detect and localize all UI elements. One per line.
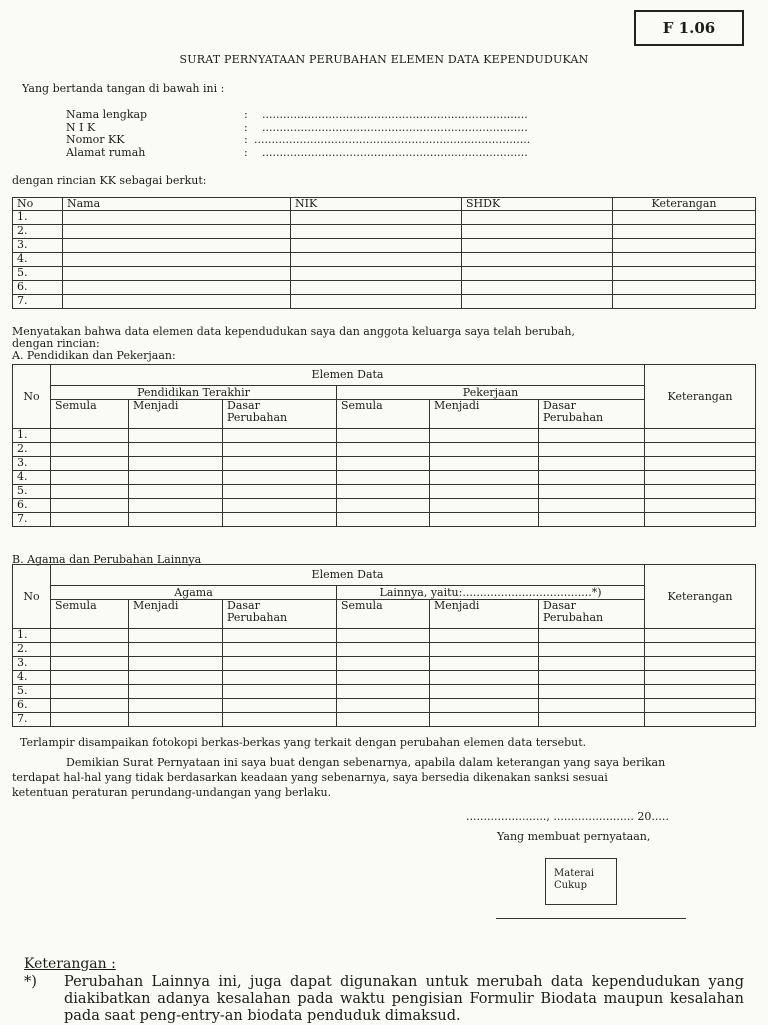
table-cell[interactable]: [129, 657, 223, 671]
table-cell[interactable]: [51, 485, 129, 499]
kk-header-nik: NIK: [291, 198, 462, 211]
table-row: [13, 457, 756, 471]
table-cell[interactable]: [462, 295, 613, 309]
table-cell[interactable]: [539, 629, 645, 643]
table-cell[interactable]: [645, 629, 756, 643]
identity-label: Alamat rumah: [66, 145, 146, 159]
table-cell[interactable]: [63, 239, 291, 253]
section-b-table: [12, 564, 756, 727]
identity-colon: :: [244, 133, 248, 146]
table-cell[interactable]: [223, 671, 337, 685]
table-cell[interactable]: [430, 429, 539, 443]
row-number: 2.: [13, 643, 51, 657]
table-cell[interactable]: [430, 657, 539, 671]
statement: [12, 326, 575, 362]
table-cell[interactable]: [613, 239, 756, 253]
table-cell[interactable]: [539, 457, 645, 471]
table-cell[interactable]: [430, 457, 539, 471]
table-cell[interactable]: [51, 471, 129, 485]
row-number: 4.: [13, 253, 63, 267]
dasar-label: Dasar: [543, 599, 576, 612]
identity-row-address: [66, 147, 530, 160]
row-number: 3.: [13, 657, 51, 671]
table-cell[interactable]: [539, 499, 645, 513]
section-b-no-header: No: [13, 565, 51, 629]
table-cell[interactable]: [129, 471, 223, 485]
table-cell[interactable]: [291, 211, 462, 225]
table-cell[interactable]: [337, 485, 430, 499]
table-cell[interactable]: [645, 643, 756, 657]
table-cell[interactable]: [129, 685, 223, 699]
table-row: [13, 513, 756, 527]
form-code: F 1.06: [634, 10, 744, 46]
table-row: [13, 629, 756, 643]
table-cell[interactable]: [223, 429, 337, 443]
table-cell[interactable]: [462, 211, 613, 225]
table-cell[interactable]: [645, 457, 756, 471]
table-cell[interactable]: [539, 699, 645, 713]
table-cell[interactable]: [462, 253, 613, 267]
footnote: [24, 974, 744, 1025]
table-cell[interactable]: [430, 685, 539, 699]
table-cell[interactable]: [51, 457, 129, 471]
table-cell[interactable]: [645, 471, 756, 485]
table-cell[interactable]: [129, 499, 223, 513]
table-cell[interactable]: [129, 643, 223, 657]
table-row: [13, 471, 756, 485]
table-cell[interactable]: [645, 685, 756, 699]
table-row: [13, 671, 756, 685]
section-b-sub-row: [13, 600, 756, 629]
menjadi-header: Menjadi: [129, 600, 223, 629]
identity-block: [66, 109, 530, 159]
table-row: [13, 211, 756, 225]
perubahan-label: Perubahan: [543, 611, 604, 624]
table-cell[interactable]: [430, 643, 539, 657]
table-row: [13, 295, 756, 309]
table-cell[interactable]: [63, 281, 291, 295]
kk-header-no: No: [13, 198, 63, 211]
table-row: [13, 713, 756, 727]
kk-header-nama: Nama: [63, 198, 291, 211]
table-cell[interactable]: [430, 499, 539, 513]
table-cell[interactable]: [337, 471, 430, 485]
identity-row-name: [66, 109, 530, 122]
table-cell[interactable]: [223, 657, 337, 671]
table-cell[interactable]: [223, 685, 337, 699]
table-cell[interactable]: [337, 457, 430, 471]
table-cell[interactable]: [613, 267, 756, 281]
section-a-pekerjaan-header: Pekerjaan: [337, 386, 645, 400]
identity-label: N I K: [66, 120, 96, 134]
section-a-no-header: No: [13, 365, 51, 429]
table-cell[interactable]: [613, 295, 756, 309]
table-cell[interactable]: [462, 267, 613, 281]
materai-text: Materai: [554, 868, 595, 879]
dasar-label: Dasar: [227, 599, 260, 612]
table-cell[interactable]: [337, 699, 430, 713]
table-cell[interactable]: [63, 211, 291, 225]
row-number: 6.: [13, 699, 51, 713]
row-number: 5.: [13, 267, 63, 281]
section-a-table: [12, 364, 756, 527]
date-line[interactable]: ......................., ....................... 20.....: [466, 810, 669, 823]
intro-text: Yang bertanda tangan di bawah ini :: [22, 82, 225, 95]
table-cell[interactable]: [129, 429, 223, 443]
table-cell[interactable]: [223, 713, 337, 727]
section-a-keterangan-header: Keterangan: [645, 365, 756, 429]
identity-label: Nomor KK: [66, 133, 125, 146]
keterangan-title: Keterangan :: [24, 956, 116, 972]
semula-header: Semula: [51, 400, 129, 429]
table-cell[interactable]: [129, 457, 223, 471]
table-cell[interactable]: [430, 485, 539, 499]
kk-header-shdk: SHDK: [462, 198, 613, 211]
table-cell[interactable]: [337, 443, 430, 457]
table-cell[interactable]: [613, 281, 756, 295]
row-number: 3.: [13, 239, 63, 253]
table-cell[interactable]: [539, 657, 645, 671]
identity-label: Nama lengkap: [66, 108, 148, 121]
table-cell[interactable]: [223, 629, 337, 643]
row-number: 2.: [13, 443, 51, 457]
table-cell[interactable]: [51, 499, 129, 513]
table-cell[interactable]: [539, 713, 645, 727]
table-cell[interactable]: [430, 513, 539, 527]
footnote-mark: *): [24, 974, 37, 990]
table-cell[interactable]: [645, 443, 756, 457]
kk-body: [13, 211, 756, 309]
row-number: 4.: [13, 671, 51, 685]
table-cell[interactable]: [539, 429, 645, 443]
table-row: [13, 657, 756, 671]
table-cell[interactable]: [337, 685, 430, 699]
table-cell[interactable]: [539, 671, 645, 685]
table-cell[interactable]: [223, 499, 337, 513]
table-cell[interactable]: [430, 471, 539, 485]
declaration-line: ketentuan peraturan perundang-undangan yang berlaku.: [12, 786, 332, 799]
row-number: 3.: [13, 457, 51, 471]
table-cell[interactable]: [291, 281, 462, 295]
table-row: [13, 239, 756, 253]
identity-colon: :: [244, 108, 248, 121]
semula-header: Semula: [337, 600, 430, 629]
perubahan-label: Perubahan: [543, 411, 604, 424]
table-cell[interactable]: [223, 457, 337, 471]
table-cell[interactable]: [63, 267, 291, 281]
perubahan-label: Perubahan: [227, 411, 288, 424]
dasar-perubahan-header: [539, 600, 645, 629]
table-cell[interactable]: [337, 513, 430, 527]
row-number: 7.: [13, 513, 51, 527]
table-cell[interactable]: [51, 443, 129, 457]
table-cell[interactable]: [129, 485, 223, 499]
table-cell[interactable]: [539, 471, 645, 485]
table-cell[interactable]: [430, 443, 539, 457]
table-row: [13, 643, 756, 657]
row-number: 1.: [13, 211, 63, 225]
table-cell[interactable]: [291, 267, 462, 281]
kk-table: [12, 197, 756, 309]
section-a-header-row: [13, 365, 756, 386]
table-cell[interactable]: [223, 513, 337, 527]
table-cell[interactable]: [51, 699, 129, 713]
declaration-line: terdapat hal-hal yang tidak berdasarkan keadaan yang sebenarnya, saya bersedia dikenakan sanksi sesuai: [12, 771, 608, 784]
row-number: 6.: [13, 499, 51, 513]
row-number: 7.: [13, 295, 63, 309]
table-cell[interactable]: [613, 253, 756, 267]
table-cell[interactable]: [63, 295, 291, 309]
section-b-lainnya-header: Lainnya, yaitu:.....................................*): [337, 586, 645, 600]
row-number: 7.: [13, 713, 51, 727]
dasar-label: Dasar: [227, 399, 260, 412]
table-cell[interactable]: [51, 713, 129, 727]
table-row: [13, 253, 756, 267]
table-cell[interactable]: [430, 671, 539, 685]
table-cell[interactable]: [430, 699, 539, 713]
section-a-elemen-header: Elemen Data: [51, 365, 645, 386]
table-row: [13, 443, 756, 457]
table-row: [13, 699, 756, 713]
table-cell[interactable]: [291, 239, 462, 253]
identity-colon: :: [244, 145, 248, 159]
table-row: [13, 281, 756, 295]
table-cell[interactable]: [129, 443, 223, 457]
table-cell[interactable]: [51, 657, 129, 671]
table-cell[interactable]: [462, 225, 613, 239]
footnote-text: Perubahan Lainnya ini, juga dapat digunakan untuk merubah data kependudukan yang diakibatkan adanya kesalahan pada waktu pengisian Formulir Biodata maupun kesalahan pada saat peng-entry-an biodata penduduk dimaksud.: [64, 974, 744, 1024]
table-cell[interactable]: [539, 443, 645, 457]
table-cell[interactable]: [337, 499, 430, 513]
attachment-text: Terlampir disampaikan fotokopi berkas-berkas yang terkait dengan perubahan elemen data tersebut.: [20, 736, 587, 749]
table-cell[interactable]: [645, 713, 756, 727]
row-number: 1.: [13, 429, 51, 443]
statement-line: Menyatakan bahwa data elemen data kependudukan saya dan anggota keluarga saya telah berubah,: [12, 325, 575, 338]
section-a-pendidikan-header: Pendidikan Terakhir: [51, 386, 337, 400]
materai-box: [545, 858, 617, 905]
table-cell[interactable]: [51, 643, 129, 657]
table-cell[interactable]: [645, 485, 756, 499]
table-row: [13, 267, 756, 281]
declaration: [12, 755, 758, 800]
section-a-body: [13, 429, 756, 527]
table-cell[interactable]: [223, 443, 337, 457]
semula-header: Semula: [337, 400, 430, 429]
table-cell[interactable]: [337, 429, 430, 443]
declaration-line: Demikian Surat Pernyataan ini saya buat dengan sebenarnya, apabila dalam keterangan yang saya berikan: [66, 756, 666, 769]
dasar-perubahan-header: [539, 400, 645, 429]
table-cell[interactable]: [63, 225, 291, 239]
table-cell[interactable]: [291, 253, 462, 267]
table-row: [13, 429, 756, 443]
section-b-keterangan-header: Keterangan: [645, 565, 756, 629]
table-cell[interactable]: [337, 713, 430, 727]
table-cell[interactable]: [223, 643, 337, 657]
table-row: [13, 485, 756, 499]
section-b-elemen-header: Elemen Data: [51, 565, 645, 586]
kk-header-keterangan: Keterangan: [613, 198, 756, 211]
dasar-label: Dasar: [543, 399, 576, 412]
table-cell[interactable]: [337, 629, 430, 643]
table-cell[interactable]: [337, 643, 430, 657]
table-cell[interactable]: [645, 671, 756, 685]
table-cell[interactable]: [51, 685, 129, 699]
document-title: SURAT PERNYATAAN PERUBAHAN ELEMEN DATA KEPENDUDUKAN: [179, 53, 589, 66]
table-row: [13, 685, 756, 699]
section-b-header-row: [13, 565, 756, 586]
table-cell[interactable]: [462, 239, 613, 253]
row-number: 4.: [13, 471, 51, 485]
table-cell[interactable]: [337, 671, 430, 685]
table-cell[interactable]: [51, 513, 129, 527]
identity-dots[interactable]: ............................................................................: [262, 120, 528, 134]
signer-label: Yang membuat pernyataan,: [497, 830, 651, 843]
section-b-body: [13, 629, 756, 727]
table-cell[interactable]: [291, 295, 462, 309]
identity-dots[interactable]: ...............................................................................: [254, 133, 531, 146]
table-cell[interactable]: [223, 485, 337, 499]
table-cell[interactable]: [645, 429, 756, 443]
row-number: 1.: [13, 629, 51, 643]
table-cell[interactable]: [613, 211, 756, 225]
table-cell[interactable]: [51, 429, 129, 443]
menjadi-header: Menjadi: [129, 400, 223, 429]
table-cell[interactable]: [430, 629, 539, 643]
table-cell[interactable]: [63, 253, 291, 267]
dasar-perubahan-header: [223, 400, 337, 429]
table-cell[interactable]: [51, 629, 129, 643]
perubahan-label: Perubahan: [227, 611, 288, 624]
table-cell[interactable]: [539, 485, 645, 499]
table-cell[interactable]: [539, 685, 645, 699]
row-number: 6.: [13, 281, 63, 295]
table-cell[interactable]: [129, 671, 223, 685]
row-number: 5.: [13, 485, 51, 499]
table-cell[interactable]: [462, 281, 613, 295]
section-b-title: B. Agama dan Perubahan Lainnya: [12, 553, 202, 566]
semula-header: Semula: [51, 600, 129, 629]
menjadi-header: Menjadi: [430, 400, 539, 429]
section-b-agama-header: Agama: [51, 586, 337, 600]
table-cell[interactable]: [129, 713, 223, 727]
kk-header-row: [13, 198, 756, 211]
table-cell[interactable]: [645, 657, 756, 671]
materai-text: Cukup: [554, 880, 587, 891]
identity-colon: :: [244, 120, 248, 134]
signature-line: [496, 918, 686, 919]
table-cell[interactable]: [223, 471, 337, 485]
table-cell[interactable]: [337, 657, 430, 671]
menjadi-header: Menjadi: [430, 600, 539, 629]
table-cell[interactable]: [613, 225, 756, 239]
identity-dots[interactable]: ............................................................................: [262, 108, 528, 121]
table-cell[interactable]: [645, 699, 756, 713]
kk-intro: dengan rincian KK sebagai berkut:: [12, 174, 207, 187]
table-row: [13, 225, 756, 239]
section-a-sub-row: [13, 400, 756, 429]
section-a-title: A. Pendidikan dan Pekerjaan:: [12, 349, 176, 362]
identity-dots[interactable]: ............................................................................: [262, 145, 528, 159]
dasar-perubahan-header: [223, 600, 337, 629]
table-cell[interactable]: [129, 699, 223, 713]
table-cell[interactable]: [430, 713, 539, 727]
statement-line: dengan rincian:: [12, 337, 100, 350]
table-row: [13, 499, 756, 513]
row-number: 2.: [13, 225, 63, 239]
table-cell[interactable]: [129, 629, 223, 643]
table-cell[interactable]: [223, 699, 337, 713]
table-cell[interactable]: [645, 513, 756, 527]
identity-row-kk: [66, 134, 530, 147]
table-cell[interactable]: [645, 499, 756, 513]
table-cell[interactable]: [51, 671, 129, 685]
table-cell[interactable]: [291, 225, 462, 239]
table-cell[interactable]: [129, 513, 223, 527]
table-cell[interactable]: [539, 513, 645, 527]
section-b-group-row: [13, 586, 756, 600]
section-a-group-row: [13, 386, 756, 400]
row-number: 5.: [13, 685, 51, 699]
table-cell[interactable]: [539, 643, 645, 657]
